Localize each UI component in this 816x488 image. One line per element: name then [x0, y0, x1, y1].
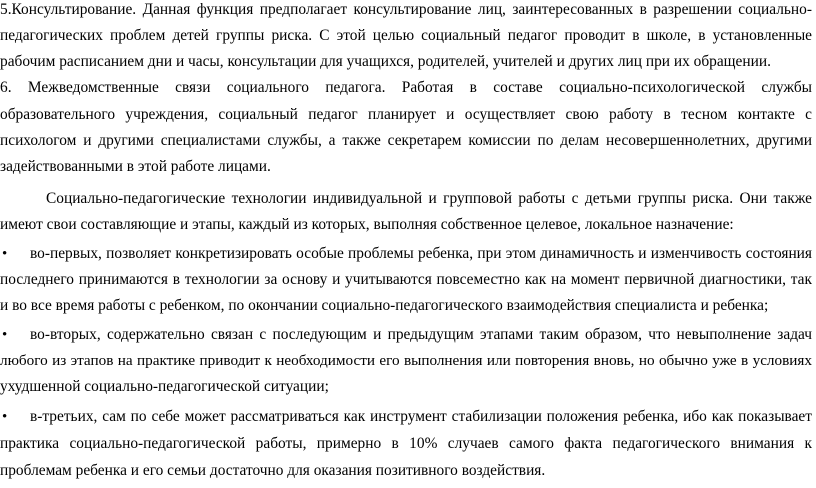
- bullet-1-line-2: последнего принимаются в технологии за основу и учитываются повсеместно как на момент первичной диагностики, так: [0, 271, 812, 288]
- bullet-2-line-2: любого из этапов на практике приводит к необходимости его выполнения или повторения вновь, но обычно уже в условиях: [0, 352, 812, 369]
- bullet-3-line-3: проблемам ребенка и его семьи достаточно для оказания позитивного воздействия.: [0, 462, 546, 479]
- paragraph-6-line-4: задействованными в этой работе лицами.: [0, 158, 271, 175]
- bullet-1-line-1: во-первых, позволяет конкретизировать особые проблемы ребенка, при этом динамичность и изменчивость состояния: [30, 245, 812, 262]
- bullet-2-line-1: во-вторых, содержательно связан с последующим и предыдущим этапами таким образом, что невыполнение задач: [30, 326, 812, 343]
- bullet-marker-3: •: [2, 409, 8, 425]
- bullet-3-line-1: в-третьих, сам по себе может рассматриваться как инструмент стабилизации положения ребенка, ибо как показывает: [30, 408, 812, 425]
- bullet-marker-2: •: [2, 327, 8, 343]
- bullet-2-line-3: ухудшенной социально-педагогической ситуации;: [0, 378, 329, 395]
- bullet-3-line-2: практика социально-педагогической работы, примерно в 10% случаев самого факта педагогического внимания к: [0, 435, 812, 452]
- paragraph-5-line-1: 5.Консультирование. Данная функция предполагает консультирование лиц, заинтересованных в разрешении социально-: [0, 1, 812, 18]
- paragraph-6-line-3: психологом и другими специалистами службы, а также секретарем комиссии по делам несовершеннолетних, другими: [0, 132, 812, 149]
- paragraph-6-line-1: 6. Межведомственные связи социального педагога. Работая в составе социально-психологической службы: [0, 79, 812, 96]
- paragraph-5-line-3: рабочим расписанием дни и часы, консультации для учащихся, родителей, учителей и других лиц при их обращении.: [0, 53, 771, 70]
- paragraph-5-line-2: педагогических проблем детей группы риска. С этой целью социальный педагог проводит в школе, в установленные: [0, 27, 812, 44]
- intro-paragraph-line-2: имеют свои составляющие и этапы, каждый из которых, выполняя собственное целевое, локальное назначение:: [0, 216, 734, 233]
- bullet-marker-1: •: [2, 246, 8, 262]
- paragraph-6-line-2: образовательного учреждения, социальный педагог планирует и осуществляет свою работу в тесном контакте с: [0, 106, 812, 123]
- intro-paragraph-line-1: Социально-педагогические технологии индивидуальной и групповой работы с детьми группы риска. Они также: [46, 190, 812, 207]
- bullet-1-line-3: и во все время работы с ребенком, по окончании социально-педагогического взаимодействия специалиста и ребенка;: [0, 297, 769, 314]
